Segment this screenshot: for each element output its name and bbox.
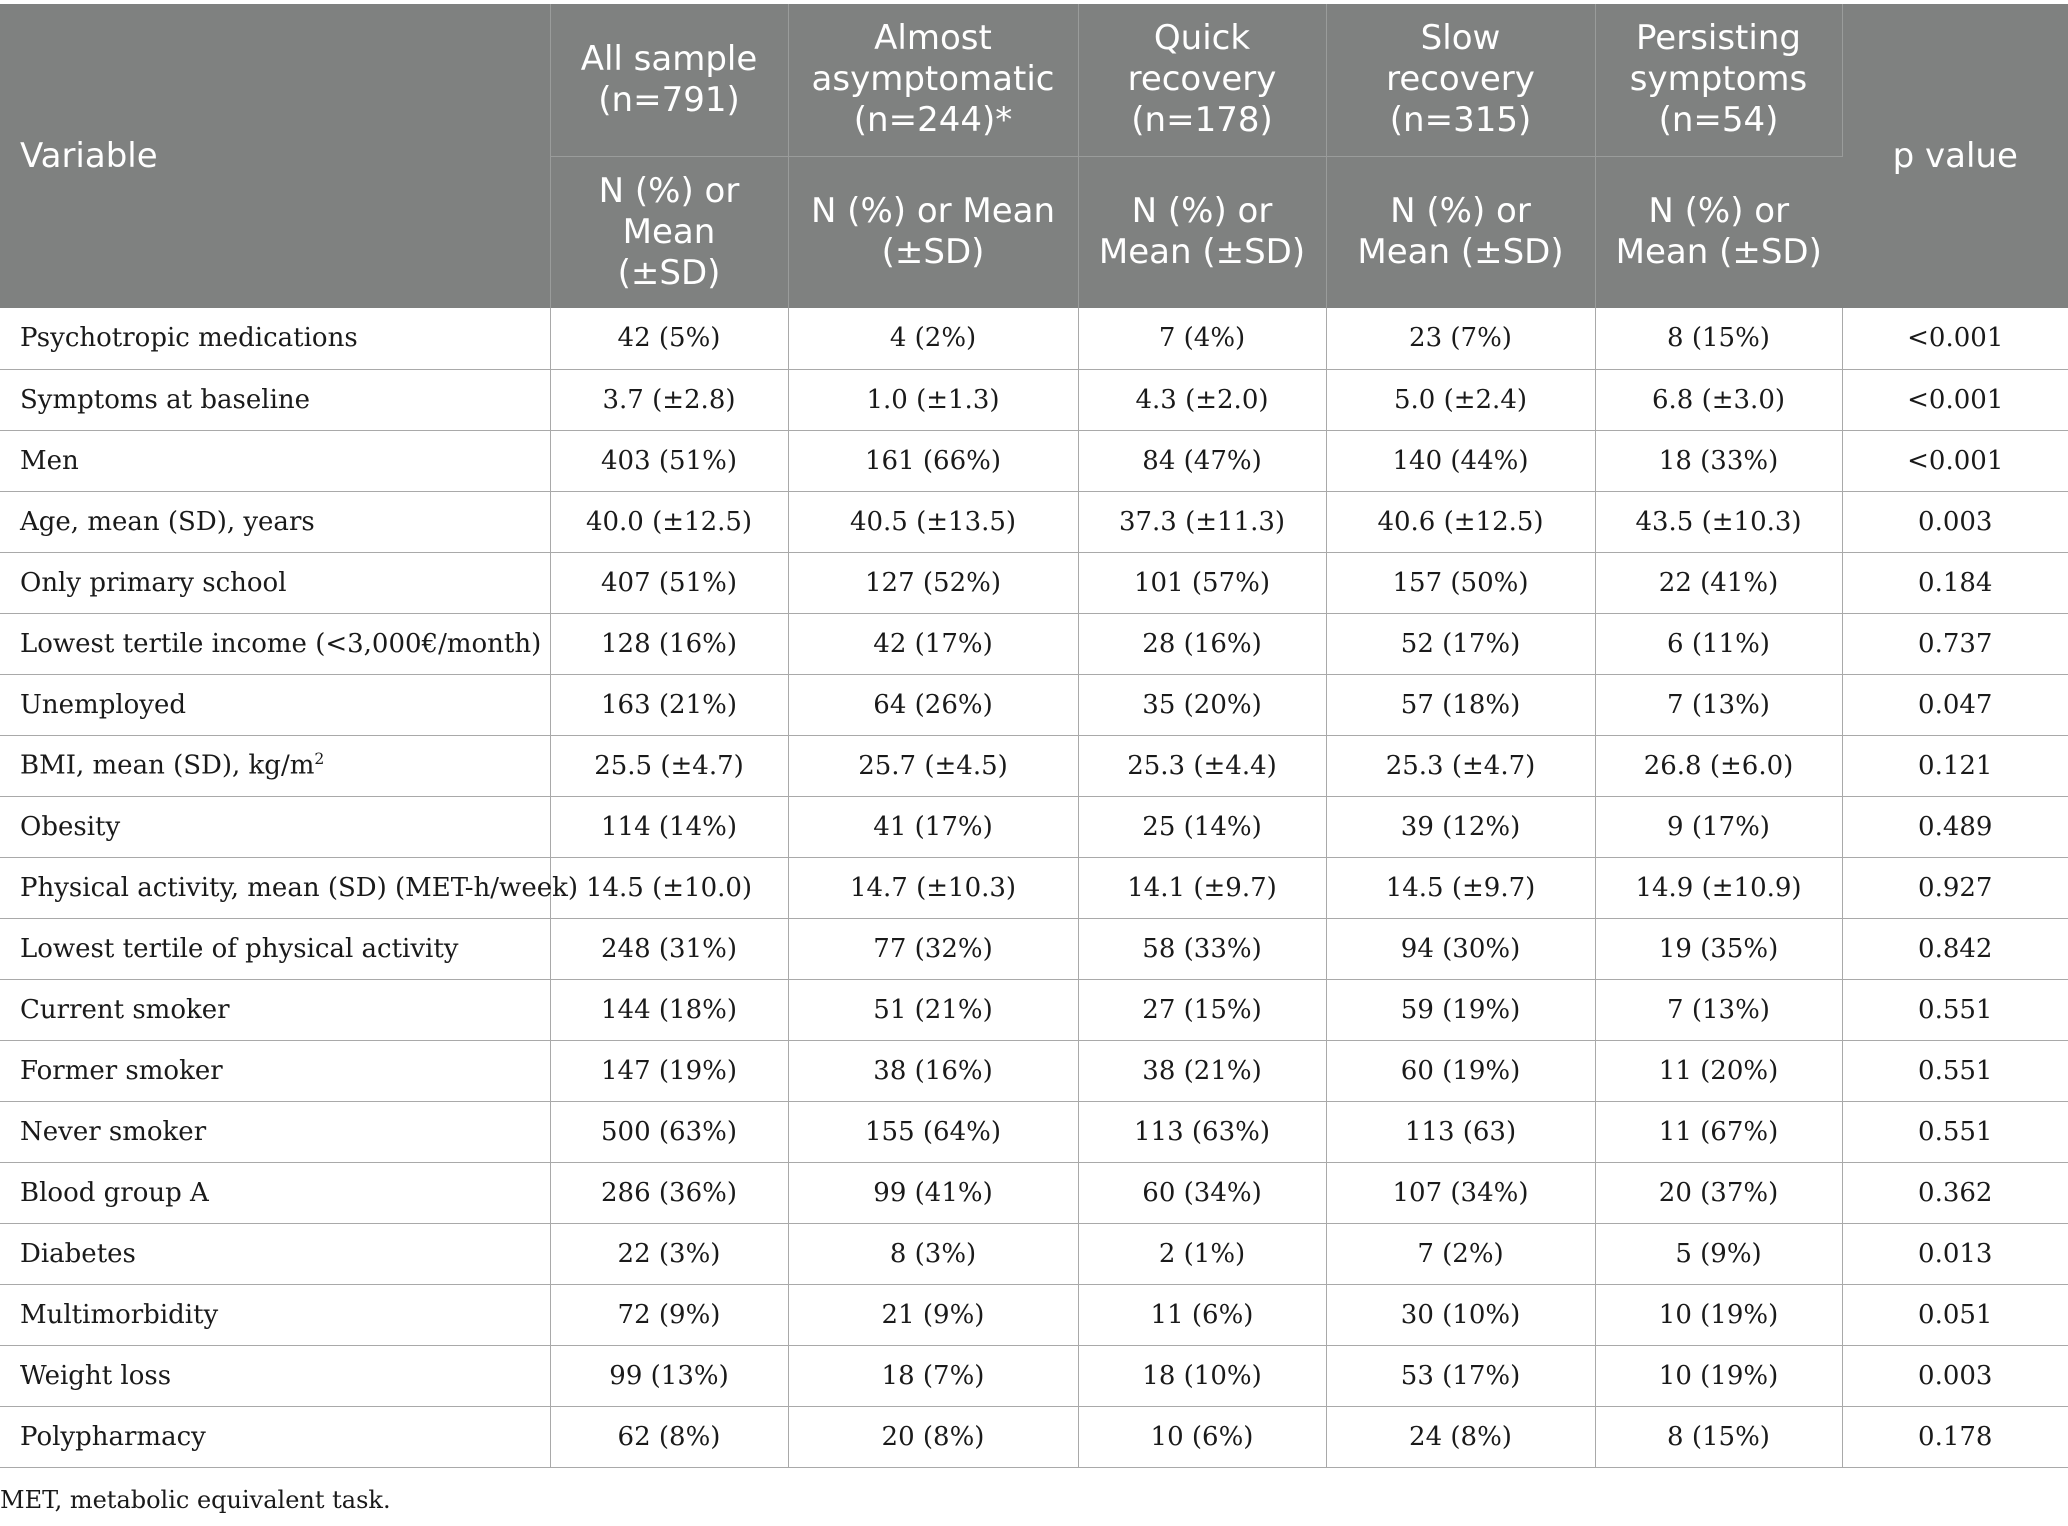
cell-quick-recovery: 60 (34%) — [1078, 1162, 1326, 1223]
subheader-line-1: N (%) or — [598, 170, 740, 211]
table-header — [0, 4, 2068, 308]
header-variable: Variable — [0, 4, 550, 308]
cell-slow-recovery: 39 (12%) — [1326, 796, 1595, 857]
header-group-quick-recovery — [1078, 4, 1326, 156]
cell-slow-recovery: 157 (50%) — [1326, 552, 1595, 613]
cell-p-value: 0.362 — [1842, 1162, 2068, 1223]
cell-all-sample: 144 (18%) — [550, 979, 788, 1040]
group-n: (n=315) — [1389, 100, 1532, 141]
variable-label: Diabetes — [20, 1238, 136, 1269]
data-table-container — [0, 4, 2068, 1468]
cell-quick-recovery: 58 (33%) — [1078, 918, 1326, 979]
variable-cell — [0, 308, 550, 369]
cell-all-sample: 72 (9%) — [550, 1284, 788, 1345]
cell-almost-asymptomatic: 14.7 (±10.3) — [788, 857, 1078, 918]
cell-almost-asymptomatic: 25.7 (±4.5) — [788, 735, 1078, 796]
table-row — [0, 369, 2068, 430]
cell-persisting-symptoms: 14.9 (±10.9) — [1595, 857, 1842, 918]
cell-slow-recovery: 25.3 (±4.7) — [1326, 735, 1595, 796]
cell-slow-recovery: 24 (8%) — [1326, 1406, 1595, 1467]
cell-persisting-symptoms: 11 (67%) — [1595, 1101, 1842, 1162]
cell-all-sample: 62 (8%) — [550, 1406, 788, 1467]
cell-p-value: 0.489 — [1842, 796, 2068, 857]
cell-slow-recovery: 5.0 (±2.4) — [1326, 369, 1595, 430]
table-row — [0, 979, 2068, 1040]
variable-label: Lowest tertile income (<3,000€/month) — [20, 628, 542, 659]
subheader-line-2: (±SD) — [881, 232, 985, 273]
cell-almost-asymptomatic: 64 (26%) — [788, 674, 1078, 735]
variable-cell — [0, 796, 550, 857]
cell-p-value: 0.842 — [1842, 918, 2068, 979]
cell-slow-recovery: 30 (10%) — [1326, 1284, 1595, 1345]
group-name-line-2: recovery — [1127, 59, 1277, 100]
cell-all-sample: 128 (16%) — [550, 613, 788, 674]
subheader-line-2: Mean (±SD) — [1357, 232, 1564, 273]
cell-quick-recovery: 35 (20%) — [1078, 674, 1326, 735]
variable-label: Age, mean (SD), years — [20, 506, 315, 537]
subheader-line-1: N (%) or — [1131, 191, 1273, 232]
table-row — [0, 796, 2068, 857]
cell-almost-asymptomatic: 127 (52%) — [788, 552, 1078, 613]
subheader-almost-asymptomatic — [788, 156, 1078, 308]
cell-p-value: 0.551 — [1842, 1040, 2068, 1101]
characteristics-table — [0, 4, 2068, 1468]
cell-persisting-symptoms: 5 (9%) — [1595, 1223, 1842, 1284]
table-footnote: MET, metabolic equivalent task. — [0, 1486, 391, 1514]
table-row — [0, 918, 2068, 979]
group-n: (n=178) — [1131, 100, 1273, 141]
cell-quick-recovery: 7 (4%) — [1078, 308, 1326, 369]
cell-persisting-symptoms: 7 (13%) — [1595, 979, 1842, 1040]
variable-label: Polypharmacy — [20, 1421, 206, 1452]
variable-label: Blood group A — [20, 1177, 209, 1208]
cell-slow-recovery: 14.5 (±9.7) — [1326, 857, 1595, 918]
subheader-line-1: N (%) or Mean — [810, 191, 1056, 232]
table-row — [0, 1406, 2068, 1467]
cell-persisting-symptoms: 20 (37%) — [1595, 1162, 1842, 1223]
cell-quick-recovery: 113 (63%) — [1078, 1101, 1326, 1162]
cell-persisting-symptoms: 6.8 (±3.0) — [1595, 369, 1842, 430]
variable-label: Multimorbidity — [20, 1299, 219, 1330]
group-name-line-1: Slow — [1420, 18, 1501, 59]
group-n: (n=54) — [1658, 100, 1779, 141]
subheader-line-2: Mean (±SD) — [1615, 232, 1822, 273]
cell-persisting-symptoms: 11 (20%) — [1595, 1040, 1842, 1101]
table-row — [0, 1162, 2068, 1223]
variable-cell — [0, 918, 550, 979]
cell-persisting-symptoms: 22 (41%) — [1595, 552, 1842, 613]
cell-almost-asymptomatic: 51 (21%) — [788, 979, 1078, 1040]
cell-almost-asymptomatic: 38 (16%) — [788, 1040, 1078, 1101]
variable-label: Physical activity, mean (SD) (MET-h/week) — [20, 872, 578, 903]
table-row — [0, 491, 2068, 552]
variable-cell — [0, 369, 550, 430]
cell-quick-recovery: 10 (6%) — [1078, 1406, 1326, 1467]
cell-p-value: 0.737 — [1842, 613, 2068, 674]
cell-all-sample: 248 (31%) — [550, 918, 788, 979]
cell-persisting-symptoms: 7 (13%) — [1595, 674, 1842, 735]
cell-persisting-symptoms: 10 (19%) — [1595, 1345, 1842, 1406]
cell-p-value: 0.551 — [1842, 979, 2068, 1040]
group-name-line-2: asymptomatic — [811, 59, 1055, 100]
variable-cell — [0, 430, 550, 491]
cell-quick-recovery: 27 (15%) — [1078, 979, 1326, 1040]
subheader-slow-recovery — [1326, 156, 1595, 308]
group-name-line-1: Almost — [874, 18, 992, 59]
cell-persisting-symptoms: 9 (17%) — [1595, 796, 1842, 857]
cell-almost-asymptomatic: 20 (8%) — [788, 1406, 1078, 1467]
cell-p-value: <0.001 — [1842, 430, 2068, 491]
cell-p-value: 0.178 — [1842, 1406, 2068, 1467]
variable-label: Never smoker — [20, 1116, 207, 1147]
cell-persisting-symptoms: 6 (11%) — [1595, 613, 1842, 674]
cell-p-value: 0.551 — [1842, 1101, 2068, 1162]
variable-cell — [0, 857, 578, 918]
cell-p-value: 0.121 — [1842, 735, 2068, 796]
cell-almost-asymptomatic: 8 (3%) — [788, 1223, 1078, 1284]
cell-all-sample: 42 (5%) — [550, 308, 788, 369]
header-group-persisting-symptoms — [1595, 4, 1842, 156]
table-body — [0, 308, 2068, 1467]
cell-p-value: 0.003 — [1842, 1345, 2068, 1406]
cell-slow-recovery: 60 (19%) — [1326, 1040, 1595, 1101]
group-n: (n=791) — [598, 79, 740, 120]
cell-quick-recovery: 25.3 (±4.4) — [1078, 735, 1326, 796]
cell-persisting-symptoms: 26.8 (±6.0) — [1595, 735, 1842, 796]
variable-label: Symptoms at baseline — [20, 384, 311, 415]
cell-all-sample: 163 (21%) — [550, 674, 788, 735]
variable-cell — [0, 1284, 550, 1345]
cell-p-value: <0.001 — [1842, 369, 2068, 430]
table-row — [0, 1040, 2068, 1101]
subheader-line-3: (±SD) — [617, 252, 721, 293]
cell-almost-asymptomatic: 41 (17%) — [788, 796, 1078, 857]
variable-cell — [0, 979, 550, 1040]
cell-quick-recovery: 14.1 (±9.7) — [1078, 857, 1326, 918]
variable-label: Unemployed — [20, 689, 187, 720]
subheader-all-sample — [550, 156, 788, 308]
variable-label: Current smoker — [20, 994, 230, 1025]
group-name-line-1: Persisting — [1636, 18, 1801, 59]
subheader-line-2: Mean (±SD) — [1098, 232, 1306, 273]
cell-slow-recovery: 23 (7%) — [1326, 308, 1595, 369]
cell-almost-asymptomatic: 161 (66%) — [788, 430, 1078, 491]
variable-cell — [0, 1040, 550, 1101]
table-row — [0, 735, 2068, 796]
cell-quick-recovery: 18 (10%) — [1078, 1345, 1326, 1406]
variable-cell — [0, 491, 550, 552]
header-group-slow-recovery — [1326, 4, 1595, 156]
cell-p-value: 0.184 — [1842, 552, 2068, 613]
cell-p-value: 0.047 — [1842, 674, 2068, 735]
cell-slow-recovery: 140 (44%) — [1326, 430, 1595, 491]
variable-cell — [0, 1345, 550, 1406]
subheader-persisting-symptoms — [1595, 156, 1842, 308]
cell-p-value: 0.003 — [1842, 491, 2068, 552]
variable-cell — [0, 1101, 550, 1162]
table-row — [0, 613, 2068, 674]
cell-almost-asymptomatic: 40.5 (±13.5) — [788, 491, 1078, 552]
cell-persisting-symptoms: 18 (33%) — [1595, 430, 1842, 491]
cell-all-sample: 40.0 (±12.5) — [550, 491, 788, 552]
table-row — [0, 552, 2068, 613]
variable-cell — [0, 1162, 550, 1223]
cell-quick-recovery: 25 (14%) — [1078, 796, 1326, 857]
subheader-line-1: N (%) or — [1648, 191, 1790, 232]
cell-almost-asymptomatic: 99 (41%) — [788, 1162, 1078, 1223]
table-row — [0, 1101, 2068, 1162]
cell-almost-asymptomatic: 42 (17%) — [788, 613, 1078, 674]
cell-all-sample: 99 (13%) — [550, 1345, 788, 1406]
table-row — [0, 674, 2068, 735]
variable-cell — [0, 552, 550, 613]
cell-all-sample: 286 (36%) — [550, 1162, 788, 1223]
cell-persisting-symptoms: 10 (19%) — [1595, 1284, 1842, 1345]
variable-cell — [0, 735, 550, 796]
cell-almost-asymptomatic: 77 (32%) — [788, 918, 1078, 979]
group-name-line-2: recovery — [1386, 59, 1535, 100]
cell-persisting-symptoms: 8 (15%) — [1595, 1406, 1842, 1467]
cell-slow-recovery: 59 (19%) — [1326, 979, 1595, 1040]
cell-persisting-symptoms: 19 (35%) — [1595, 918, 1842, 979]
cell-quick-recovery: 84 (47%) — [1078, 430, 1326, 491]
cell-quick-recovery: 101 (57%) — [1078, 552, 1326, 613]
cell-p-value: <0.001 — [1842, 308, 2068, 369]
variable-label: Former smoker — [20, 1055, 223, 1086]
cell-almost-asymptomatic: 18 (7%) — [788, 1345, 1078, 1406]
variable-label: Obesity — [20, 811, 121, 842]
variable-label: Psychotropic medications — [20, 323, 358, 354]
table-row — [0, 1345, 2068, 1406]
cell-persisting-symptoms: 43.5 (±10.3) — [1595, 491, 1842, 552]
table-row — [0, 308, 2068, 369]
variable-cell — [0, 1406, 550, 1467]
cell-all-sample: 25.5 (±4.7) — [550, 735, 788, 796]
cell-all-sample: 403 (51%) — [550, 430, 788, 491]
superscript: 2 — [314, 750, 325, 769]
cell-all-sample: 407 (51%) — [550, 552, 788, 613]
variable-cell — [0, 613, 550, 674]
variable-cell — [0, 1223, 550, 1284]
cell-almost-asymptomatic: 155 (64%) — [788, 1101, 1078, 1162]
cell-slow-recovery: 94 (30%) — [1326, 918, 1595, 979]
cell-slow-recovery: 53 (17%) — [1326, 1345, 1595, 1406]
header-group-almost-asymptomatic — [788, 4, 1078, 156]
header-p-value: p value — [1842, 4, 2068, 308]
subheader-line-2: Mean — [622, 211, 716, 252]
variable-label: Weight loss — [20, 1360, 172, 1391]
group-name-line-1: Quick — [1153, 18, 1251, 59]
cell-all-sample: 500 (63%) — [550, 1101, 788, 1162]
cell-all-sample: 14.5 (±10.0) — [550, 857, 788, 918]
cell-p-value: 0.927 — [1842, 857, 2068, 918]
cell-quick-recovery: 28 (16%) — [1078, 613, 1326, 674]
table-row — [0, 1223, 2068, 1284]
variable-cell — [0, 674, 550, 735]
variable-label: Lowest tertile of physical activity — [20, 933, 459, 964]
cell-slow-recovery: 113 (63) — [1326, 1101, 1595, 1162]
group-name: All sample — [580, 38, 758, 79]
cell-quick-recovery: 2 (1%) — [1078, 1223, 1326, 1284]
group-name-line-2: symptoms — [1629, 59, 1808, 100]
variable-label: Only primary school — [20, 567, 287, 598]
cell-p-value: 0.051 — [1842, 1284, 2068, 1345]
header-group-all-sample — [550, 4, 788, 156]
cell-all-sample: 147 (19%) — [550, 1040, 788, 1101]
table-row — [0, 430, 2068, 491]
cell-slow-recovery: 52 (17%) — [1326, 613, 1595, 674]
cell-quick-recovery: 4.3 (±2.0) — [1078, 369, 1326, 430]
table-row — [0, 1284, 2068, 1345]
cell-almost-asymptomatic: 21 (9%) — [788, 1284, 1078, 1345]
cell-all-sample: 3.7 (±2.8) — [550, 369, 788, 430]
variable-label: Men — [20, 445, 79, 476]
cell-slow-recovery: 7 (2%) — [1326, 1223, 1595, 1284]
cell-quick-recovery: 38 (21%) — [1078, 1040, 1326, 1101]
subheader-quick-recovery — [1078, 156, 1326, 308]
group-n: (n=244)* — [853, 100, 1013, 141]
cell-p-value: 0.013 — [1842, 1223, 2068, 1284]
subheader-line-1: N (%) or — [1390, 191, 1531, 232]
cell-almost-asymptomatic: 4 (2%) — [788, 308, 1078, 369]
cell-slow-recovery: 40.6 (±12.5) — [1326, 491, 1595, 552]
table-row — [0, 857, 2068, 918]
variable-label: BMI, mean (SD), kg/m — [20, 750, 315, 781]
cell-all-sample: 22 (3%) — [550, 1223, 788, 1284]
cell-all-sample: 114 (14%) — [550, 796, 788, 857]
cell-persisting-symptoms: 8 (15%) — [1595, 308, 1842, 369]
cell-slow-recovery: 57 (18%) — [1326, 674, 1595, 735]
cell-slow-recovery: 107 (34%) — [1326, 1162, 1595, 1223]
cell-quick-recovery: 11 (6%) — [1078, 1284, 1326, 1345]
cell-quick-recovery: 37.3 (±11.3) — [1078, 491, 1326, 552]
cell-almost-asymptomatic: 1.0 (±1.3) — [788, 369, 1078, 430]
